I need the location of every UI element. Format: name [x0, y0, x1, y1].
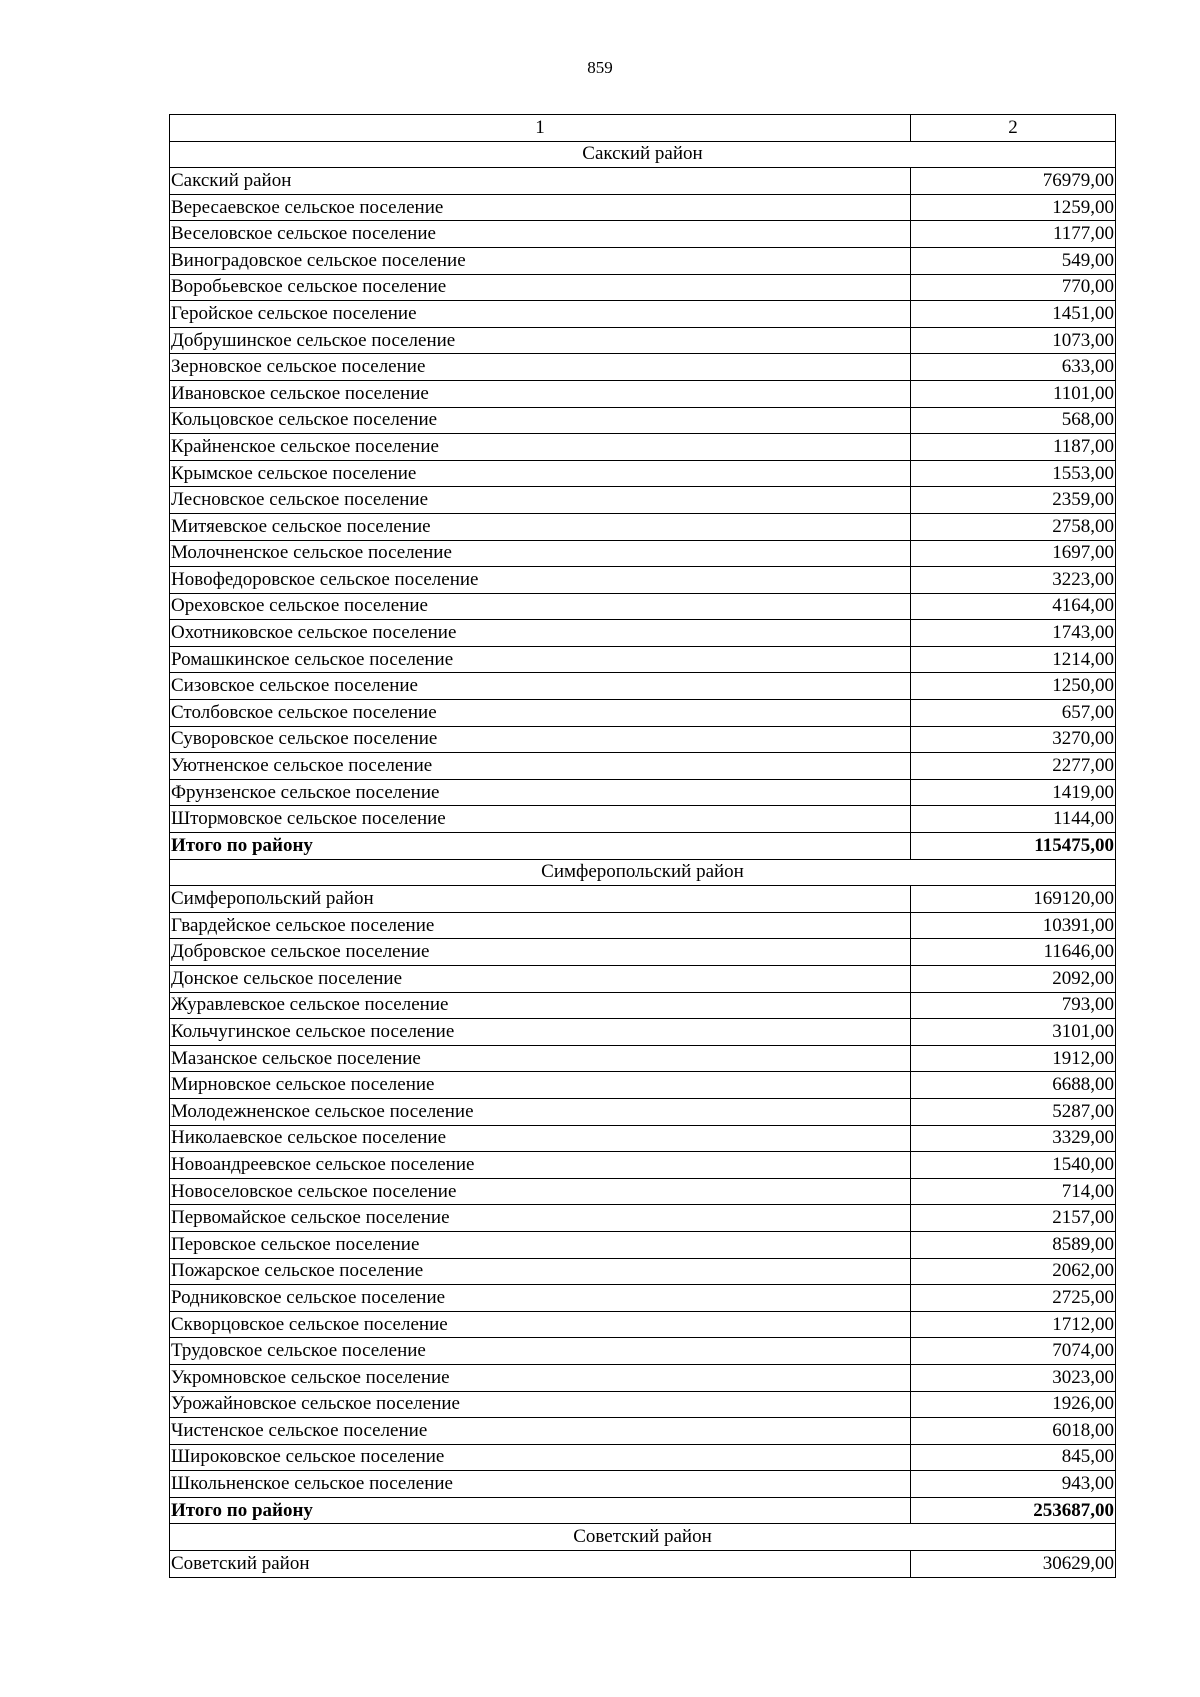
row-name: Укромновское сельское поселение	[170, 1364, 911, 1391]
table-row	[170, 1125, 1116, 1152]
row-name: Новофедоровское сельское поселение	[170, 567, 911, 594]
row-name: Школьненское сельское поселение	[170, 1471, 911, 1498]
table-row	[170, 966, 1116, 993]
row-name: Геройское сельское поселение	[170, 301, 911, 328]
page-number: 859	[587, 58, 613, 77]
row-name: Чистенское сельское поселение	[170, 1418, 911, 1445]
row-value: 1451,00	[911, 301, 1116, 328]
row-name: Скворцовское сельское поселение	[170, 1311, 911, 1338]
row-name: Сакский район	[170, 168, 911, 195]
table-row	[170, 700, 1116, 727]
table-row	[170, 327, 1116, 354]
row-value: 169120,00	[911, 886, 1116, 913]
row-value: 1712,00	[911, 1311, 1116, 1338]
table-row	[170, 1231, 1116, 1258]
row-name: Советский район	[170, 1551, 911, 1578]
row-value: 3270,00	[911, 726, 1116, 753]
table-row	[170, 354, 1116, 381]
row-name: Молодежненское сельское поселение	[170, 1098, 911, 1125]
table-row	[170, 726, 1116, 753]
table-row	[170, 567, 1116, 594]
table-row	[170, 912, 1116, 939]
row-value: 2092,00	[911, 966, 1116, 993]
table-row	[170, 673, 1116, 700]
table-row	[170, 593, 1116, 620]
table-row	[170, 1311, 1116, 1338]
row-value: 1177,00	[911, 221, 1116, 248]
row-value: 1697,00	[911, 540, 1116, 567]
table-body	[170, 115, 1116, 1578]
section-title: Советский район	[170, 1524, 1116, 1551]
row-value: 1101,00	[911, 380, 1116, 407]
table-row	[170, 1205, 1116, 1232]
row-value: 1214,00	[911, 646, 1116, 673]
row-value: 770,00	[911, 274, 1116, 301]
row-name: Кольчугинское сельское поселение	[170, 1019, 911, 1046]
table-row	[170, 513, 1116, 540]
row-name: Добрушинское сельское поселение	[170, 327, 911, 354]
table-row	[170, 380, 1116, 407]
row-value: 1250,00	[911, 673, 1116, 700]
section-title: Сакский район	[170, 141, 1116, 168]
table-row	[170, 1258, 1116, 1285]
row-name: Ивановское сельское поселение	[170, 380, 911, 407]
data-table	[169, 114, 1116, 1578]
row-value: 30629,00	[911, 1551, 1116, 1578]
table-row	[170, 1019, 1116, 1046]
table-row	[170, 806, 1116, 833]
row-value: 76979,00	[911, 168, 1116, 195]
table-row	[170, 646, 1116, 673]
row-value: 1073,00	[911, 327, 1116, 354]
table-row	[170, 1551, 1116, 1578]
row-name: Веселовское сельское поселение	[170, 221, 911, 248]
total-row	[170, 1497, 1116, 1524]
row-value: 1144,00	[911, 806, 1116, 833]
row-name: Ореховское сельское поселение	[170, 593, 911, 620]
row-value: 793,00	[911, 992, 1116, 1019]
row-value: 1187,00	[911, 434, 1116, 461]
row-value: 568,00	[911, 407, 1116, 434]
row-name: Симферопольский район	[170, 886, 911, 913]
table-row	[170, 1045, 1116, 1072]
table-row	[170, 1072, 1116, 1099]
table-row	[170, 460, 1116, 487]
row-name: Фрунзенское сельское поселение	[170, 779, 911, 806]
row-value: 2359,00	[911, 487, 1116, 514]
row-value: 5287,00	[911, 1098, 1116, 1125]
table-row	[170, 301, 1116, 328]
row-name: Митяевское сельское поселение	[170, 513, 911, 540]
row-value: 1743,00	[911, 620, 1116, 647]
row-name: Мирновское сельское поселение	[170, 1072, 911, 1099]
row-name: Зерновское сельское поселение	[170, 354, 911, 381]
row-name: Суворовское сельское поселение	[170, 726, 911, 753]
row-name: Новоандреевское сельское поселение	[170, 1152, 911, 1179]
row-name: Родниковское сельское поселение	[170, 1285, 911, 1312]
row-value: 943,00	[911, 1471, 1116, 1498]
row-name: Николаевское сельское поселение	[170, 1125, 911, 1152]
row-name: Мазанское сельское поселение	[170, 1045, 911, 1072]
table-row	[170, 1178, 1116, 1205]
table-row	[170, 779, 1116, 806]
column-header-2: 2	[911, 115, 1116, 142]
section-header-row	[170, 1524, 1116, 1551]
row-value: 1912,00	[911, 1045, 1116, 1072]
row-value: 2157,00	[911, 1205, 1116, 1232]
row-value: 657,00	[911, 700, 1116, 727]
row-name: Крымское сельское поселение	[170, 460, 911, 487]
row-name: Уютненское сельское поселение	[170, 753, 911, 780]
row-value: 2062,00	[911, 1258, 1116, 1285]
row-value: 6018,00	[911, 1418, 1116, 1445]
row-value: 1419,00	[911, 779, 1116, 806]
row-value: 2277,00	[911, 753, 1116, 780]
row-value: 7074,00	[911, 1338, 1116, 1365]
row-name: Воробьевское сельское поселение	[170, 274, 911, 301]
section-header-row	[170, 859, 1116, 886]
row-value: 633,00	[911, 354, 1116, 381]
table-row	[170, 886, 1116, 913]
table-row	[170, 168, 1116, 195]
row-name: Сизовское сельское поселение	[170, 673, 911, 700]
row-name: Новоселовское сельское поселение	[170, 1178, 911, 1205]
row-name: Первомайское сельское поселение	[170, 1205, 911, 1232]
total-label: Итого по району	[170, 833, 911, 860]
row-name: Штормовское сельское поселение	[170, 806, 911, 833]
row-value: 8589,00	[911, 1231, 1116, 1258]
row-value: 2725,00	[911, 1285, 1116, 1312]
column-header-1: 1	[170, 115, 911, 142]
row-value: 3023,00	[911, 1364, 1116, 1391]
row-value: 1540,00	[911, 1152, 1116, 1179]
table-row	[170, 1364, 1116, 1391]
section-title: Симферопольский район	[170, 859, 1116, 886]
row-value: 1926,00	[911, 1391, 1116, 1418]
row-value: 11646,00	[911, 939, 1116, 966]
row-name: Крайненское сельское поселение	[170, 434, 911, 461]
total-value: 253687,00	[911, 1497, 1116, 1524]
section-header-row	[170, 141, 1116, 168]
row-value: 6688,00	[911, 1072, 1116, 1099]
total-row	[170, 833, 1116, 860]
table-row	[170, 247, 1116, 274]
table-row	[170, 939, 1116, 966]
row-name: Журавлевское сельское поселение	[170, 992, 911, 1019]
table-row	[170, 1471, 1116, 1498]
table-row	[170, 1444, 1116, 1471]
row-name: Гвардейское сельское поселение	[170, 912, 911, 939]
total-value: 115475,00	[911, 833, 1116, 860]
table-row	[170, 434, 1116, 461]
table-row	[170, 540, 1116, 567]
row-name: Молочненское сельское поселение	[170, 540, 911, 567]
row-name: Лесновское сельское поселение	[170, 487, 911, 514]
row-value: 3223,00	[911, 567, 1116, 594]
table-row	[170, 992, 1116, 1019]
row-name: Донское сельское поселение	[170, 966, 911, 993]
table-row	[170, 407, 1116, 434]
table-row	[170, 753, 1116, 780]
total-label: Итого по району	[170, 1497, 911, 1524]
row-value: 4164,00	[911, 593, 1116, 620]
row-name: Виноградовское сельское поселение	[170, 247, 911, 274]
row-value: 3329,00	[911, 1125, 1116, 1152]
table-row	[170, 1285, 1116, 1312]
row-name: Перовское сельское поселение	[170, 1231, 911, 1258]
table-row	[170, 274, 1116, 301]
row-name: Пожарское сельское поселение	[170, 1258, 911, 1285]
row-name: Трудовское сельское поселение	[170, 1338, 911, 1365]
table-row	[170, 1338, 1116, 1365]
row-name: Столбовское сельское поселение	[170, 700, 911, 727]
row-name: Охотниковское сельское поселение	[170, 620, 911, 647]
row-name: Ромашкинское сельское поселение	[170, 646, 911, 673]
table-row	[170, 221, 1116, 248]
row-value: 714,00	[911, 1178, 1116, 1205]
row-value: 2758,00	[911, 513, 1116, 540]
table-row	[170, 1418, 1116, 1445]
row-name: Кольцовское сельское поселение	[170, 407, 911, 434]
row-name: Добровское сельское поселение	[170, 939, 911, 966]
row-name: Урожайновское сельское поселение	[170, 1391, 911, 1418]
table-row	[170, 1098, 1116, 1125]
row-value: 1553,00	[911, 460, 1116, 487]
table-row	[170, 1391, 1116, 1418]
row-name: Широковское сельское поселение	[170, 1444, 911, 1471]
row-value: 3101,00	[911, 1019, 1116, 1046]
row-value: 549,00	[911, 247, 1116, 274]
row-value: 1259,00	[911, 194, 1116, 221]
row-value: 10391,00	[911, 912, 1116, 939]
table-row	[170, 487, 1116, 514]
table-row	[170, 194, 1116, 221]
header-row	[170, 115, 1116, 142]
row-name: Вересаевское сельское поселение	[170, 194, 911, 221]
row-value: 845,00	[911, 1444, 1116, 1471]
table-row	[170, 620, 1116, 647]
table-row	[170, 1152, 1116, 1179]
